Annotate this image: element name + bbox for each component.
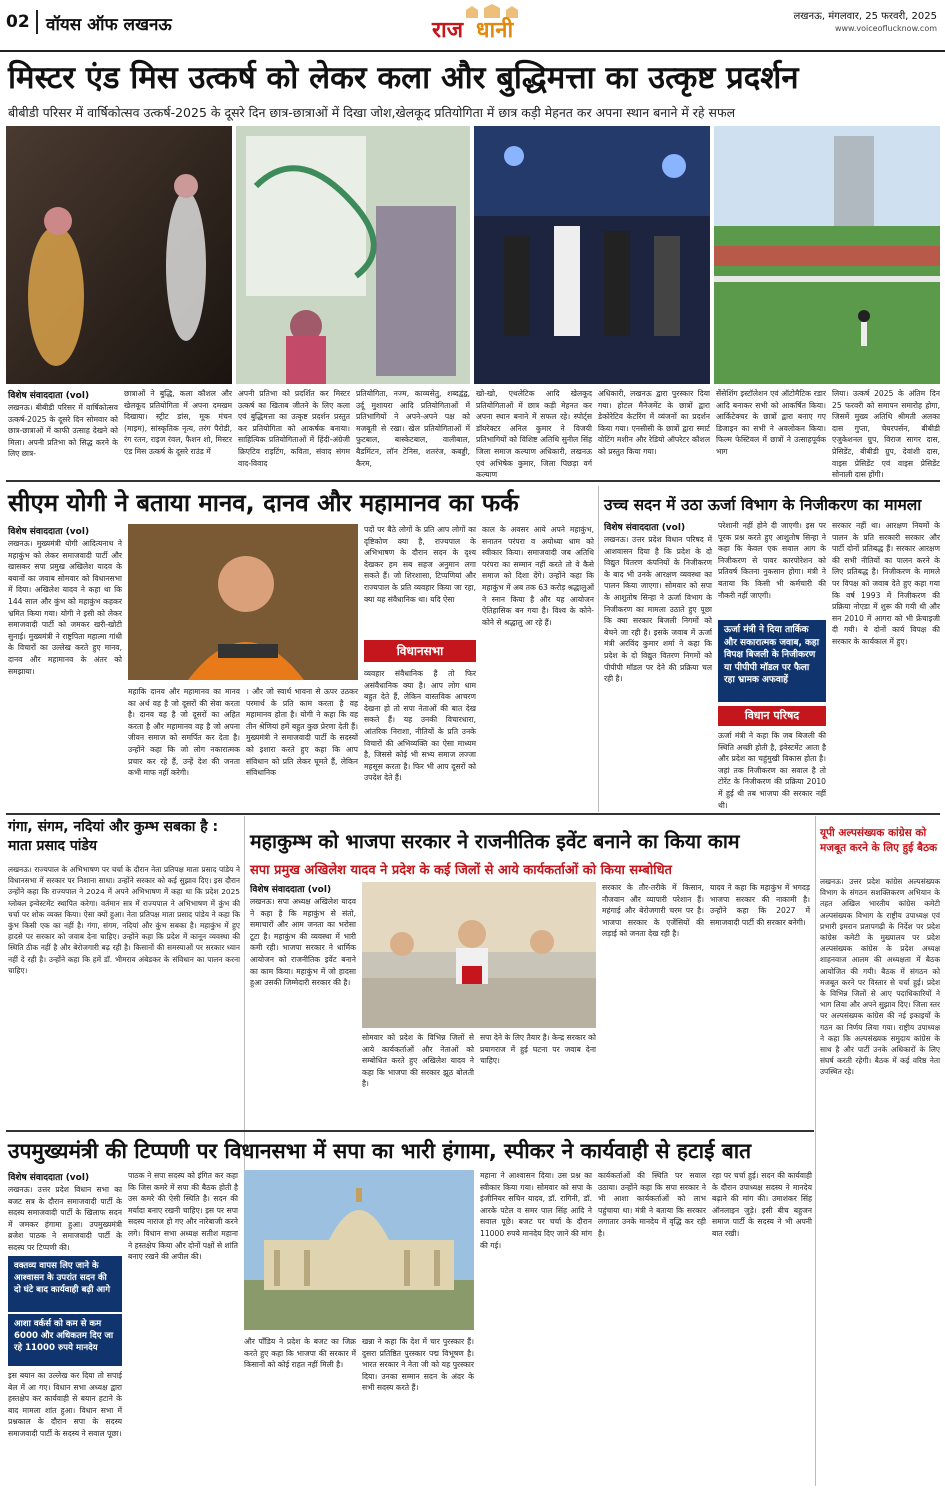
- story6-col7: रहा पर चर्चा हुई। सदन की कार्यवाही के दौरान उपाध्यक्ष सदस्य ने मानदेय बढ़ाने की मांग की। उमाशंकर सिंह ऑनलाइन जुड़े। इसी बीच बहुजन समाज पार्टी के सदस्य ने भी अपनी बात रखी।: [712, 1171, 812, 1238]
- story5-byline: विशेष संवाददाता (vol): [250, 885, 332, 895]
- press-photo-icon: [362, 882, 596, 1028]
- story2-headline: सीएम योगी ने बताया मानव, दानव और महामानव का फर्क: [8, 489, 519, 517]
- story3-col1: लखनऊ। उत्तर प्रदेश विधान परिषद में आशवासन दिया है कि प्रदेश के दो विद्युत वितरण कंपनियों के निजीकरण के बाद भी उनके आरक्षण व्यवस्था का पालन किया जाएगा। सोमवार को सपा के आशुतोष सिन्हा ने ऊर्जा विभाग के निजीकरण का मामला उठाते हुए पूछा कि क्या सरकार बिजली निगमों को बेचने जा रही है। इसके जवाब में ऊर्जा मंत्री अरविंद कुमार शर्मा ने कहा कि प्रदेश के दो विद्युत वितरण निगमों को पीपीपी मॉडल पर देने की प्रक्रिया चल रही है।: [604, 535, 712, 684]
- cm-photo-icon: [128, 524, 358, 680]
- story6-col1: लखनऊ। उत्तर प्रदेश विधान सभा का बजट सत्र के दौरान समाजवादी पार्टी के सदस्य समाजवादी पार्टी के खिलाफ सदन में जमकर हंगामा हुआ। उपमुख्यमंत्री ब्रजेश पाठक ने समाजवादी पार्टी के सदस्य पर टिप्पणी की।: [8, 1185, 122, 1252]
- story2-col5: व्यवहार संवैधानिक है तो फिर असंवैधानिक क्या है। आप लोग धाम बहुत देते हैं, लेकिन वास्तविक आचरण देखना हो तो सपा नेताओं की बात देख सकते हैं। यह उनकी विचारधारा, आंतरिक निराशा, नीतियों के प्रति उनके विचारों की अभिव्यक्ति का ऐसा माध्यम है, जिससे कोई भी सभ्य समाज लज्जा महसूस करता है। फिर भी आप दूसरों को उपदेश देते हैं।: [364, 669, 476, 783]
- vidhan-parishad-label: विधान परिषद: [718, 706, 826, 726]
- story1-subhead: बीबीडी परिसर में वार्षिकोत्सव उत्कर्ष-2025 के दूसरे दिन छात्र-छात्राओं में दिखा जोश,खेलकूद प्रतियोगिता में छात्र कड़ी मेहनत कर अपना स्थान बनाने में रहे सफल: [8, 105, 736, 120]
- story1-col2: छात्राओं ने बुद्धि, कला कौशल और खेलकूद प्रतियोगिता में अपना दमखम दिखाया। स्ट्रीट डांस, मूक मंचन (माइम), सांस्कृतिक नृत्य, तरंग पैरोडी, रंग रतन, राइज रंवल, फैशन शो, मिस्टर एंड मिस उत्कर्ष के दूसरे राउंड में: [124, 389, 232, 456]
- page-number: 02: [6, 12, 30, 32]
- divider-v2: [244, 816, 245, 1228]
- photo-cm-yogi: [128, 524, 358, 680]
- story6-col4: खन्ना ने कहा कि देश में चार पुरस्कार हैं। दुसरा प्रतिष्ठित पुरस्कार पद्म विभूषण है। भारत सरकार ने नेता जी को यह पुरस्कार दिया। उनका सम्मान सदन के अंदर के सभी सदस्य करते हैं।: [362, 1337, 474, 1393]
- divider-v1: [598, 486, 599, 812]
- story1-col4: प्रतियोगिता, नज्म, काव्यसेतु, शब्दद्वंद्व, उर्दू मुशायरा आदि प्रतियोगिताओं में प्रतिभागियों ने अपने-अपने पक्ष को मजबूती से रखा। खेल प्रतियोगिताओं में फुटबाल, बास्केटबाल, वालीबाल, बैडमिंटन, लॉन टेनिस, शतरंज, कबड्डी, कैरम,: [356, 389, 470, 468]
- story2-byline: विशेष संवाददाता (vol): [8, 527, 90, 537]
- vidhansabha-label: विधानसभा: [364, 640, 476, 662]
- story5-col6: यादव ने कहा कि महाकुंभ में भगदड़ भाजपा सरकार की नाकामी है। उन्होंने कहा कि 2027 में समाजवादी पार्टी की सरकार बनेगी।: [710, 883, 810, 927]
- story6-col5: महाना ने आश्वासन दिया। उस प्रश्न का स्वीकार किया गया। सोमवार को सपा के इंजीनियर सचिन यादव, डॉ. रागिनी, डॉ. आरके पटेल व समर पाल सिंह आदि ने सवाल पूछे। बजट पर चर्चा के दौरान 11000 रुपये मानदेय दिए जाने की मांग की गई।: [480, 1171, 592, 1250]
- story6-col6: कार्यकर्ताओं की स्थिति पर सवाल उठाया। उन्होंने कहा कि सपा सरकार ने भी आशा कार्यकर्ताओं को लाभ पहुंचाया था। मंत्री ने बताया कि सरकार लगातार उनके मानदेय में वृद्धि कर रही है।: [598, 1171, 706, 1238]
- story6-byline: विशेष संवाददाता (vol): [8, 1173, 90, 1183]
- story1-col5: खो-खो, एथलेटिक आदि खेलकूद प्रतियोगिताओं में छात्र कड़ी मेहनत कर अपना स्थान बनाने में सफल रहे। स्पोर्ट्स डॉयरेक्टर अनिल कुमार ने विजयी प्रतिभागियों को विशिष्ट अतिथि सुनील सिंह जिला समाज कल्याण अधिकारी, लखनऊ एवं अभिषेक कुमार, जिला पिछड़ा वर्ग कल्याण: [476, 389, 592, 480]
- story1-col3: अपनी प्रतिभा को प्रदर्शित कर मिस्टर उत्कर्ष का खिताब जीतने के लिए कला एवं बुद्धिमत्ता का उत्कृष्ट प्रदर्शन प्रस्तुत कर प्रतियोगिता को आकर्षक बनाया। साहित्यिक प्रतियोगिताओं में हिंदी-अंग्रेजी क्रिएटिव राइटिंग, कविता, संवाद संगम वाद-विवाद: [238, 389, 350, 468]
- story3-byline: विशेष संवाददाता (vol): [604, 523, 686, 533]
- story1-col1: लखनऊ। बीबीडी परिसर में वार्षिकोत्सव उत्कर्ष-2025 के दूसरे दिन सोमवार को छात्र-छात्राओं में काफी उत्साह देखने को मिला। अपनी प्रतिभा को सिद्ध करने के लिए छात्र-: [8, 403, 118, 459]
- painting-photo-icon: [236, 126, 470, 384]
- story2-col2: महाकि दानव और महामानव का मानव का अर्थ वह है जो दूसरों की सेवा करता है। दानव वह है जो दूसरों का अहित करता है और महामानव वह है जो अपना जीवन समाज को समर्पित कर देता है। उन्होंने कहा कि जो लोग नकारात्मक प्रचार कर रहे हैं, उन्हें देश की जनता कभी माफ नहीं करेगी।: [128, 687, 240, 778]
- street-dance-photo-icon: [474, 126, 710, 384]
- story6-col1b: इस बयान का उल्लेख कर दिया तो सपाई बेल में आ गए। विधान सभा अध्यक्ष द्वारा हस्तक्षेप कर कार्यवाही से बयान हटाने के बाद मामला शांत हुआ। विधान सभा में प्रश्नकाल के दौरान सपा के सदस्य समाजवादी पार्टी के सदस्य ने सवाल पूछा।: [8, 1371, 122, 1438]
- story1-byline: विशेष संवाददाता (vol): [8, 391, 90, 401]
- side-story-body: लखनऊ। उत्तर प्रदेश कांग्रेस अल्पसंख्यक विभाग के संगठन सशक्तिकरण अभियान के तहत अखिल भारतीय कांग्रेस कमेटी अल्पसंख्यक विभाग के राष्ट्रीय उपाध्यक्ष एवं प्रभारी इमरान प्रतापगढ़ी के निर्देश पर प्रदेश कांग्रेस कमेटी के मुख्यालय पर प्रदेश अल्पसंख्यक कांग्रेस के प्रदेश अध्यक्ष शाहनवाज आलम की अध्यक्षता में बैठक आयोजित की गयी। बैठक में संगठन को मजबूत करने पर विस्तार से चर्चा हुई। प्रदेश के विभिन्न जिलों से आए पदाधिकारियों ने भाग लिया और अपने सुझाव दिए। जिला स्तर पर अल्पसंख्यक कांग्रेस की नई इकाइयों के गठन का निर्णय लिया गया। राष्ट्रीय उपाध्यक्ष ने कहा कि अल्पसंख्यक समुदाय कांग्रेस के साथ है और पार्टी उनके अधिकारों के लिए संघर्ष करती रहेगी। बैठक में कई वरिष्ठ नेता उपस्थित रहे।: [820, 877, 940, 1077]
- masthead: [0, 0, 945, 52]
- masthead-divider: [36, 10, 38, 34]
- story6-box2: आशा वर्कर्स को कम से कम 6000 और अधिकतम दिए जा रहे 11000 रुपये मानदेय: [8, 1314, 122, 1366]
- story6-box1: वक्तव्य वापस लिए जाने के आश्वासन के उपरांत सदन की दो घंटे बाद कार्यवाही बढ़ी आगे: [8, 1256, 122, 1312]
- photo-classical-dance: [6, 126, 232, 384]
- story2-col3: । और जो स्वार्थ भावना से ऊपर उठकर परमार्थ के प्रति काम करता है वह महामानव होता है। योगी ने कहा कि वह तीन श्रेणियां हमें बहुत कुछ प्रेरणा देती हैं। मुख्यमंत्री ने समाजवादी पार्टी के सदस्यों को इशारा करते हुए कहा कि आप संविधान को प्रति लेकर घूमते हैं, लेकिन संविधानिक: [246, 687, 358, 778]
- logo-text-raj: राज: [432, 17, 464, 43]
- dance-photo-icon: [6, 126, 232, 384]
- divider-2: [6, 813, 940, 815]
- section-title: वॉयस ऑफ लखनऊ: [46, 15, 172, 35]
- side-story-headline: यूपी अल्पसंख्यक कांग्रेस को मजबूत करने के लिए हुई बैठक: [820, 827, 938, 854]
- photo-street-dance: [474, 126, 710, 384]
- story2-col4: पदों पर बैठे लोगों के प्रति आप लोगों का दृष्टिकोण क्या है, राज्यपाल के अभिभाषण के दौरान सदन के दृश्य देखकर हम सब सहज अनुमान लगा सकते हैं। जो शिरशासा, टिप्पणियां और राज्यपाल के प्रति व्यवहार किया जा रहा, क्या यह संवैधानिक था। यदि ऐसा: [364, 525, 476, 604]
- story5-headline: महाकुम्भ को भाजपा सरकार ने राजनीतिक इवेंट बनाने का किया काम: [250, 830, 740, 853]
- story3-col3: सरकार नहीं था। आरक्षण नियमों के पालन के प्रति सरकारी सरकार और पार्टी दोनों प्रतिबद्ध हैं। सरकार आरक्षण की सभी नीतियों का पालन करने के लिए प्रतिबद्ध है। निजीकरण के मामले पर विपक्ष को जवाब देते हुए कहा गया कि वर्ष 1993 में निजीकरण की प्रक्रिया नोएडा में शुरू की गयी थी और सन 2010 में आगरा को भी फ्रेंचाइजी दी गयी। ये दोनों कार्य विपक्ष की सरकार के कार्यकाल में हुए।: [832, 521, 940, 646]
- story3-headline: उच्च सदन में उठा ऊर्जा विभाग के निजीकरण का मामला: [604, 496, 922, 514]
- story5-col5: सरकार के तौर-तरीके में किसान, नौजवान और व्यापारी परेशान हैं। महंगाई और बेरोजगारी चरम पर है। भाजपा सरकार के एजेंसियों की लड़ाई को जनता देख रही है।: [602, 883, 704, 939]
- story4-quote: गंगा, संगम, नदियां और कुम्भ सबका है : माता प्रसाद पांडेय: [8, 819, 219, 854]
- photo-sports-ground: [714, 126, 940, 384]
- photo-vidhan-bhawan: [244, 1170, 474, 1330]
- divider-1: [6, 480, 940, 482]
- divider-v3: [815, 816, 816, 1486]
- story3-highlight-box: ऊर्जा मंत्री ने दिया तार्किक और सकारात्मक जवाब, कहा विपक्ष बिजली के निजीकरण या पीपीपी मॉडल पर फैला रहा भ्रामक अफवाहें: [718, 620, 826, 702]
- story6-col3: और पाँडिय ने प्रदेश के बजट का जिक्र करते हुए कहा कि भाजपा की सरकार में किसानों को कोई राहत नहीं मिली है।: [244, 1337, 356, 1370]
- story1-col7: सेंसेशिंग इस्टॉलेशन एवं ऑटोमैटिक रडार आदि बनाकर सभी को आकर्षित किया। आर्किटेक्चर के छात्रों द्वारा बनाए गए डिजाइन का सभी ने अवलोकन किया। फिल्म फेस्टिवल में छात्रों ने उत्साहपूर्वक भाग: [716, 389, 826, 456]
- story3-col2: परेशानी नहीं होने दी जाएगी। इस पर पूरक प्रश्न करते हुए आशुतोष सिन्हा ने कहा कि केवल एक सवाल आग के निजीकरण से पावर कारपोरेशन को प्रतिवर्ष कितना नुकसान होगा। मंत्री ने बताया कि किसी भी कर्मचारी की नौकरी नहीं जाएगी।: [718, 521, 826, 600]
- story5-subhead: सपा प्रमुख अखिलेश यादव ने प्रदेश के कई जिलों से आये कार्यकर्ताओं को किया सम्बोधित: [250, 863, 672, 878]
- photo-painting-event: [236, 126, 470, 384]
- story1-col6: अधिकारी, लखनऊ द्वारा पुरस्कार दिया गया। होटल मैनेजमेंट के छात्रों द्वारा डेकोरेटिव केटरिंग में व्यंजनों का प्रदर्शन किया गया। एनसीसी के छात्रों द्वारा स्मार्ट वोटिंग मशीन और रेडियो ऑपरेटर कौशल को प्रस्तुत किया गया।: [598, 389, 710, 456]
- story3-col4: ऊर्जा मंत्री ने कहा कि जब बिजली की स्थिति अच्छी होती है, इंवेस्टमेंट आता है और प्रदेश का चहुंमुखी विकास होता है। जहां तक निजीकरण का सवाल है तो टोरेंट के निजीकरण की प्रक्रिया 2010 में हुई थी तब भाजपा की सरकार नहीं थी।: [718, 731, 826, 810]
- sports-photo-icon: [714, 126, 940, 384]
- story5-col3: सोमवार को प्रदेश के विभिन्न जिलों से आये कार्यकर्ताओं और नेताओं को सम्बोधित करते हुए अखिलेश यादव ने कहा कि भाजपा की सरकार झूठ बोलती है।: [362, 1033, 474, 1089]
- story6-headline: उपमुख्यमंत्री की टिप्पणी पर विधानसभा में सपा का भारी हंगामा, स्पीकर ने कार्यवाही से हटाई बात: [8, 1139, 752, 1163]
- story1-headline: मिस्टर एंड मिस उत्कर्ष को लेकर कला और बुद्धिमत्ता का उत्कृष्ट प्रदर्शन: [8, 60, 799, 96]
- vidhan-bhawan-icon: [244, 1170, 474, 1330]
- story6-col2: पाठक ने सपा सदस्य को इंगित कर कहा कि जिस कमरे में सपा की बैठक होती है उस कमरे की ऐसी स्थिति है। सदन की मर्यादा बनाए रखनी चाहिए। इस पर सपा सदस्य नाराज हो गए और नारेबाजी करने लगे। विधान सभा अध्यक्ष सतीश महाना ने हस्तक्षेप किया और दोनों पक्षों से शांति बनाए रखने की अपील की।: [128, 1171, 238, 1262]
- story2-col1: लखनऊ। मुख्यमंत्री योगी आदित्यनाथ ने महाकुंभ को लेकर समाजवादी पार्टी और खासकर सपा प्रमुख अखिलेश यादव के बयानों का जवाब सोमवार को विधानसभा में दिया। अखिलेश यादव ने कहा था कि 144 साल और कुंभ को महाकुंभ कहकर भ्रमित किया गया। योगी ने इसी को लेकर समाजवादी पार्टी को जमकर खरी-खोटी सुनाई। मुख्यमंत्री ने राष्ट्रपिता महात्मा गांधी के विचारों का उल्लेख करते हुए मानव, दानव और महामानव के अंतर को समझाया।: [8, 539, 122, 676]
- story5-col1: लखनऊ। सपा अध्यक्ष अखिलेश यादव ने कहा है कि महाकुंभ से संतो, समाचारों और आम जनता का भरोसा टूटा है। महाकुंभ की व्यवस्था में भारी कमी रही। भाजपा सरकार ने धार्मिक आयोजन को राजनीतिक इवेंट बनाने का काम किया। महाकुंभ में जो हादसा हुआ उसकी जिम्मेदारी सरकार की है।: [250, 897, 356, 988]
- website-url: www.voiceoflucknow.com: [834, 24, 937, 33]
- story1-col8: लिया। उत्कर्ष 2025 के अंतिम दिन 25 फरवरी को समापन समारोह होगा, जिसमें मुख्य अतिथि श्रीमती अलका दास गुप्ता, चेयरपर्सन, बीबीडी एजुकेशनल ग्रुप, विराज सागर दास, प्रेसिडेंट, बीबीडी ग्रुप, देवांशी दास, वाइस प्रेसिडेंट एवं वाइस प्रेसिडेंट सोनाली दास होंगी।: [832, 389, 940, 480]
- story5-col4: सपा देने के लिए तैयार है। केन्द्र सरकार को प्रयागराज में हुई घटना पर जवाब देना चाहिए।: [480, 1033, 596, 1066]
- divider-3: [6, 1130, 814, 1132]
- logo-text-dhani: धानी: [476, 17, 514, 43]
- logo: [432, 6, 542, 46]
- photo-akhilesh-press: [362, 882, 596, 1028]
- story2-col6: काल के अवसर आये अपने महाकुंभ, सनातन परंपरा व अयोध्या धाम को स्वीकार किया। समाजवादी जब अतिथि परंपरा का सम्मान नहीं करते तो वे कैसे समाज को दिशा देंगे। उन्होंने कहा कि महाकुंभ में अब तक 63 करोड़ श्रद्धालुओं ने स्नान किया है और यह आयोजन ऐतिहासिक बन गया है। विश्व के कोने-कोने से श्रद्धालु आ रहे हैं।: [482, 525, 594, 627]
- story4-body: लखनऊ। राज्यपाल के अभिभाषण पर चर्चा के दौरान नेता प्रतिपक्ष माता प्रसाद पांडेय ने विधानसभा में सरकार पर निशाना साधा। उन्होंने सरकार को कई सुझाव दिए। इस दौरान उन्होंने कहा कि राज्यपाल ने 2024 में अपने अभिभाषण में कहा था कि प्रदेश 2025 ग्लोबल इन्वेस्टमेंट स्थापित करेगा। वर्तमान सत्र में राज्यपाल ने अभिभाषण में कुंभ की चर्चा पर शोक व्यक्त किया। ऐसा क्यों हुआ। नेता प्रतिपक्ष माता प्रसाद पांडेय ने कहा कि कुंभ किसी एक का नहीं है। गंगा, संगम, नदियां और कुंभ सबका है। महाकुंभ में हुए हादसे पर सरकार को जवाब देना चाहिए। उन्होंने कहा कि प्रदेश में कानून व्यवस्था की स्थिति ठीक नहीं है और बेरोजगारी बढ़ रही है। किसानों की समस्याओं पर सरकार ध्यान नहीं दे रही है। उन्होंने कहा कि हमें डॉ. भीमराव अंबेडकर के संविधान का पालन करना चाहिए।: [8, 865, 240, 975]
- date-line: लखनऊ, मंगलवार, 25 फरवरी, 2025: [793, 11, 937, 22]
